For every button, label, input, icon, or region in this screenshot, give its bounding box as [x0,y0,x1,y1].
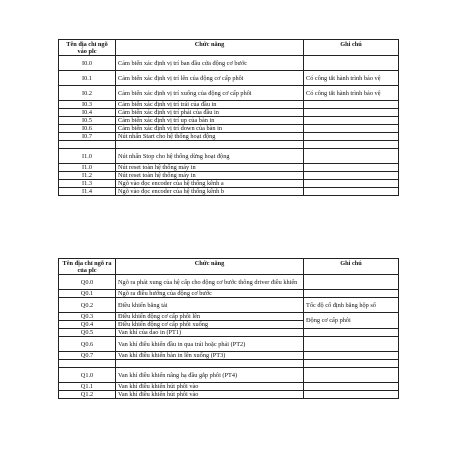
address-cell: Q0.3 [59,313,116,321]
address-cell: I0.2 [59,86,116,101]
function-cell: Nút reset toàn hệ thống máy in [116,172,304,180]
note-cell [304,188,399,196]
function-cell: Van khí điều khiển hút phôi vào [116,383,304,391]
output-header-address: Tên địa chỉ ngõ ra của plc [59,259,116,275]
note-cell [304,383,399,391]
table-row [59,109,399,117]
output-header-function: Chức năng [116,259,304,275]
address-cell: Q0.5 [59,329,116,337]
note-cell [304,391,399,399]
function-cell: Điều khiển động cơ cấp phôi lên [116,313,304,321]
note-cell: Động cơ cấp phôi [304,313,399,329]
address-cell: Q0.6 [59,337,116,352]
table-row [59,56,399,71]
table-spacer-row [59,360,399,368]
address-cell: I0.6 [59,125,116,133]
function-cell: Nút reset toàn hệ thống máy in [116,164,304,172]
address-cell: I1.0 [59,164,116,172]
table-row [59,86,399,101]
address-cell: Q1.1 [59,383,116,391]
output-table-header-row [59,259,399,275]
address-cell: I0.7 [59,133,116,141]
table-row [59,133,399,141]
table-row [59,149,399,164]
address-cell: I0.0 [59,56,116,71]
table-row [59,172,399,180]
table-row [59,352,399,360]
function-cell: Điều khiển động cơ cấp phôi xuống [116,321,304,329]
address-cell: Q1.0 [59,368,116,383]
output-address-table [58,258,399,399]
note-cell [304,360,399,368]
note-cell [304,329,399,337]
note-cell [304,133,399,141]
function-cell: Ngõ vào đọc encoder của hệ thống kênh b [116,188,304,196]
note-cell [304,164,399,172]
input-table-header-row [59,40,399,56]
function-cell: Nút nhấn Start cho hệ thống hoạt động [116,133,304,141]
note-cell [304,352,399,360]
table-row [59,71,399,86]
table-spacer-row [59,141,399,149]
table-row [59,290,399,298]
table-row [59,337,399,352]
function-cell: Điều khiển băng tải [116,298,304,313]
function-cell: Ngõ vào đọc encoder của hệ thống kênh a [116,180,304,188]
note-cell [304,172,399,180]
function-cell: Nút nhấn Stop cho hệ thống dừng hoạt động [116,149,304,164]
address-cell: Q0.2 [59,298,116,313]
function-cell: Cảm biến xác định vị trí ban đầu cửa động cơ bước [116,56,304,71]
function-cell: Van khí của dao in (PT1) [116,329,304,337]
function-cell: Cảm biến xác định vị trí trái của đầu in [116,101,304,109]
address-cell: I0.4 [59,109,116,117]
note-cell [304,109,399,117]
function-cell [116,141,304,149]
table-row [59,117,399,125]
address-cell: I0.5 [59,117,116,125]
table-row [59,275,399,290]
function-cell: Ngõ ra phát xung của hệ cấp cho động cơ bước thông driver điều khiển [116,275,304,290]
note-cell [304,149,399,164]
function-cell [116,360,304,368]
table-row [59,101,399,109]
address-cell [59,360,116,368]
address-cell: Q0.4 [59,321,116,329]
address-cell: I1.3 [59,180,116,188]
function-cell: Van khí điều khiển hút phôi vào [116,391,304,399]
note-cell [304,117,399,125]
address-cell: I1.2 [59,172,116,180]
address-cell [59,141,116,149]
input-address-table [58,39,399,196]
table-row [59,313,399,321]
function-cell: Cảm biến xác định vị trí xuống của động cơ cấp phôi [116,86,304,101]
address-cell: I1.0 [59,149,116,164]
note-cell [304,337,399,352]
address-cell: Q1.2 [59,391,116,399]
function-cell: Cảm biến xác định vị trí up của bàn in [116,117,304,125]
table-row [59,391,399,399]
note-cell [304,141,399,149]
input-table-body [59,56,399,196]
function-cell: Cảm biến xác định vị trí lên của động cơ cấp phôi [116,71,304,86]
function-cell: Van khí điều khiển đầu in qua trái hoặc phải (PT2) [116,337,304,352]
function-cell: Van khí điều khiển bàn in lên xuống (PT3) [116,352,304,360]
input-header-address: Tên địa chỉ ngõ vào plc [59,40,116,56]
function-cell: Van khí điều khiển nâng hạ đầu gắp phôi (PT4) [116,368,304,383]
note-cell [304,275,399,290]
function-cell: Cảm biến xác định vị trí phải của đầu in [116,109,304,117]
input-header-note: Ghi chú [304,40,399,56]
address-cell: Q0.0 [59,275,116,290]
function-cell: Ngõ ra điều hướng của động cơ bước [116,290,304,298]
table-row [59,368,399,383]
note-cell [304,125,399,133]
address-cell: I0.3 [59,101,116,109]
table-row [59,383,399,391]
table-row [59,125,399,133]
function-cell: Cảm biến xác định vị trí down của bàn in [116,125,304,133]
address-cell: I0.1 [59,71,116,86]
address-cell: Q0.7 [59,352,116,360]
input-header-function: Chức năng [116,40,304,56]
output-header-note: Ghi chú [304,259,399,275]
note-cell: Có công tắt hành trình bảo vệ [304,71,399,86]
table-row [59,188,399,196]
table-row [59,298,399,313]
note-cell [304,101,399,109]
address-cell: Q0.1 [59,290,116,298]
note-cell: Có công tắt hành trình bảo vệ [304,86,399,101]
note-cell [304,180,399,188]
note-cell [304,290,399,298]
table-row [59,164,399,172]
note-cell [304,368,399,383]
address-cell: I1.4 [59,188,116,196]
note-cell: Tốc độ cố định băng hộp số [304,298,399,313]
table-row [59,180,399,188]
note-cell [304,56,399,71]
table-row [59,329,399,337]
output-table-body [59,275,399,399]
